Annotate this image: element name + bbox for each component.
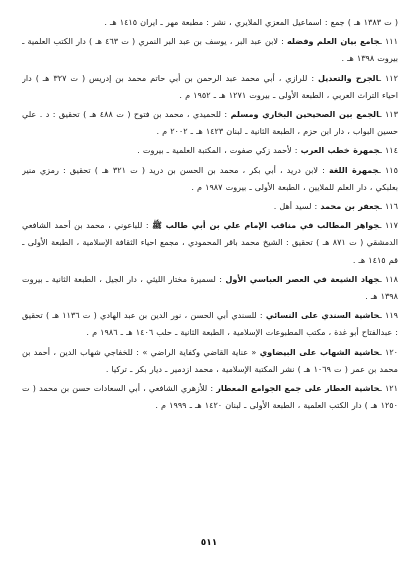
entry-number: ١١٧ ـ bbox=[379, 220, 398, 231]
entry-number: ١١٦ ـ bbox=[379, 201, 398, 212]
entry-title: جعفر بن محمد bbox=[320, 201, 380, 212]
entry-text: : لابن عبد البر ، يوسف بن عبد البر النمري ( ت ٤٦٣ هـ ) دار الكتب العلمية ـ بيروت ١٣٩٨ هـ . bbox=[22, 36, 398, 64]
entry-text: : للرازي ، أبي محمد عبد الرحمن بن أبي حاتم محمد بن إدريس ( ت ٣٢٧ هـ ) دار احياء التراث العربي ، الطبعة الأولى ـ بيروت ١٢٧١ هـ ـ ١٩٥٢ م . bbox=[22, 72, 398, 100]
bibliography-entry-113 bbox=[22, 106, 398, 140]
entry-number: ١١٨ ـ bbox=[379, 273, 398, 284]
entry-number: ١١٢ ـ bbox=[378, 72, 398, 83]
entry-text: : للسندي أبي الحسن ، نور الدين بن عبد الهادي ( ت ١١٣٦ هـ ) تحقيق : عبدالفتاح أبو غدة ، مكتب المطبوعات الإسلامية ، الطبعة الثانية ـ حلب ١٤٠٦ هـ ـ ١٩٨٦ م . bbox=[22, 310, 398, 338]
entry-text: : لسيد أهل . bbox=[273, 201, 321, 212]
entry-text: : لابن دريد ، أبي بكر ، محمد بن الحسن بن دريد ( ت ٣٢١ هـ ) تحقيق : رمزي منير بعلبكي ، دار العلم للملايين ، الطبعة الأولى ـ بيروت ١٩٨٧ م . bbox=[22, 164, 398, 192]
bibliography-entry-117 bbox=[22, 217, 398, 269]
entry-text: : للباعوني ، محمد بن أحمد الشافعي الدمشقي ( ت ٨٧١ هـ ) تحقيق : الشيخ محمد باقر المحمودي ، مجمع احياء الثقافة الإسلامية ، الطبعة الأولى ـ قم ١٤١٥ هـ . bbox=[22, 220, 398, 265]
entry-title: الجمع بين الصحيحين البخاري ومسلم bbox=[230, 109, 380, 120]
entry-text: « عناية القاضي وكفاية الراضي » : للخفاجي شهاب الدين ، أحمد بن محمد بن عمر ( ت ١٠٦٩ هـ ) نشر المكتبة الإسلامية ، محمد ازدمير ـ ديار بكر ـ تركيا . bbox=[22, 346, 398, 374]
entry-title: جمهرة اللغة bbox=[329, 164, 379, 175]
entry-title: حاشية السندي على النسائي bbox=[265, 310, 380, 321]
entry-text: ( ت ١٣٨٣ هـ ) جمع : اسماعيل المعزي الملايري ، نشر : مطبعة مهر ـ ايران ١٤١٥ هـ . bbox=[104, 17, 398, 27]
entry-number: ١١١ ـ bbox=[379, 36, 398, 47]
entry-number: ١٢٠ ـ bbox=[379, 346, 398, 357]
bibliography-entry-112 bbox=[22, 70, 398, 104]
entry-title: حاشية الشهاب على البيضاوي bbox=[259, 346, 380, 357]
bibliography-page bbox=[22, 14, 398, 524]
entry-title: جامع بيان العلم وفضله bbox=[287, 36, 380, 47]
bibliography-entry-111 bbox=[22, 33, 398, 67]
bibliography-entry-121 bbox=[22, 380, 398, 414]
bibliography-entry-114 bbox=[22, 142, 398, 159]
page-number: ٥١١ bbox=[200, 538, 218, 548]
entry-title: الجرح والتعديل bbox=[318, 72, 379, 83]
entry-number: ١١٩ ـ bbox=[379, 310, 398, 321]
entry-title: جهاد الشيعة في العصر العباسي الأول bbox=[225, 273, 380, 284]
entry-text: : للأزهري الشافعي ، أبي السعادات حسن بن محمد ( ت ١٢٥٠ هـ ) دار الكتب العلمية ، الطبعة الأولى ـ لبنان ١٤٢٠ هـ ـ ١٩٩٩ م . bbox=[22, 383, 398, 411]
bibliography-entry-118 bbox=[22, 271, 398, 305]
bibliography-entry-120 bbox=[22, 344, 398, 378]
entry-title: جواهر المطالب في مناقب الإمام علي بن أبي طالب ﷺ bbox=[152, 220, 380, 231]
entry-title: جمهرة خطب العرب bbox=[300, 145, 380, 156]
entry-number: ١١٥ ـ bbox=[378, 164, 398, 175]
entry-text: : لأحمد زكي صفوت ، المكتبة العلمية ـ بيروت . bbox=[137, 145, 301, 156]
entry-number: ١٢١ ـ bbox=[379, 383, 398, 394]
entry-text: : لسميرة مختار الليثي ، دار الجيل ، الطبعة الثانية ـ بيروت ١٣٩٨ هـ . bbox=[22, 273, 398, 302]
entry-number: ١١٤ ـ bbox=[379, 145, 398, 156]
bibliography-entry-115 bbox=[22, 162, 398, 196]
bibliography-entry-119 bbox=[22, 307, 398, 341]
bibliography-entry-continuation bbox=[22, 14, 398, 31]
entry-text: : للحميدي ، محمد بن فتوح ( ت ٤٨٨ هـ ) تحقيق : د . علي حسين البواب ، دار ابن حزم ، الطبعة الثانية ـ لبنان ١٤٢٣ هـ ـ ٢٠٠٢ م . bbox=[22, 109, 398, 137]
entry-title: حاشية العطار على جمع الجوامع المعطار bbox=[216, 383, 380, 394]
entry-number: ١١٣ ـ bbox=[379, 109, 398, 120]
bibliography-entry-116 bbox=[22, 198, 398, 215]
